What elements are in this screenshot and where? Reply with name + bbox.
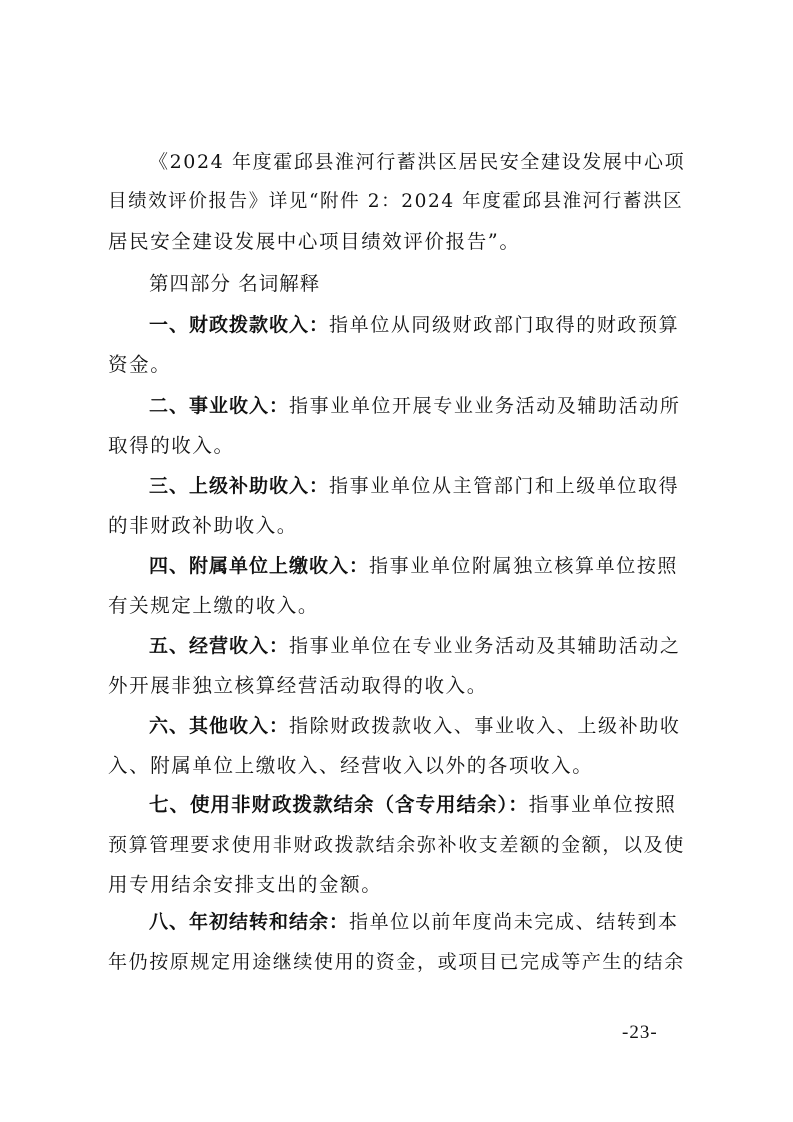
definition-text: 指事业单位附属独立核算单位按照 <box>369 555 679 577</box>
definition-text: 指除财政拨款收入、事业收入、上级补助收 <box>289 715 681 737</box>
definition-2 <box>108 386 690 466</box>
section-heading: 第四部分 名词解释 <box>149 272 321 295</box>
definition-term: 二、事业收入： <box>149 395 290 417</box>
definition-text: 指单位以前年度尚未完成、结转到本 <box>349 911 679 933</box>
definition-text: 指事业单位开展专业业务活动及辅助活动所 <box>289 395 681 417</box>
definition-text: 资金。 <box>108 353 172 376</box>
definition-text: 的非财政补助收入。 <box>108 514 298 537</box>
definition-text: 有关规定上缴的收入。 <box>108 594 320 617</box>
definition-text: 指事业单位按照 <box>528 793 677 816</box>
definition-text: 预算管理要求使用非财政拨款结余弥补收支差额的金额，以及使 <box>108 834 685 856</box>
definition-4 <box>108 546 690 626</box>
definition-text: 用专用结余安排支出的金额。 <box>108 873 383 896</box>
intro-paragraph <box>108 142 690 262</box>
definition-term: 五、经营收入： <box>149 635 290 657</box>
definition-text: 指事业单位在专业业务活动及其辅助活动之 <box>289 635 681 657</box>
definition-term: 八、年初结转和结余： <box>149 911 350 933</box>
definition-3 <box>108 466 690 546</box>
definition-term: 三、上级补助收入： <box>149 475 330 497</box>
page-number: -23- <box>622 1022 658 1043</box>
definition-text: 外开展非独立核算经营活动取得的收入。 <box>108 674 488 697</box>
definition-text: 入、附属单位上缴收入、经营收入以外的各项收入。 <box>108 754 594 777</box>
definition-text: 年仍按原规定用途继续使用的资金，或项目已完成等产生的结余 <box>108 951 685 973</box>
definition-5 <box>108 626 690 706</box>
definition-1 <box>108 305 690 385</box>
definition-8 <box>108 902 690 982</box>
definition-term: 六、其他收入： <box>149 715 290 737</box>
definition-text: 指单位从同级财政部门取得的财政预算 <box>329 314 680 336</box>
intro-line-2: 目绩效评价报告》详见“附件 2：2024 年度霍邱县淮河行蓄洪区 <box>108 191 684 212</box>
intro-line-3: 居民安全建设发展中心项目绩效评价报告”。 <box>108 230 521 253</box>
definition-term: 四、附属单位上缴收入： <box>149 555 370 577</box>
definition-term: 七、使用非财政拨款结余（含专用结余）： <box>149 793 529 816</box>
definition-7 <box>108 785 690 905</box>
definition-term: 一、财政拨款收入： <box>149 314 330 336</box>
intro-line-1: 《2024 年度霍邱县淮河行蓄洪区居民安全建设发展中心项 <box>149 151 686 173</box>
definition-6 <box>108 706 690 786</box>
definition-text: 指事业单位从主管部门和上级单位取得 <box>329 475 680 497</box>
definition-text: 取得的收入。 <box>108 434 235 457</box>
